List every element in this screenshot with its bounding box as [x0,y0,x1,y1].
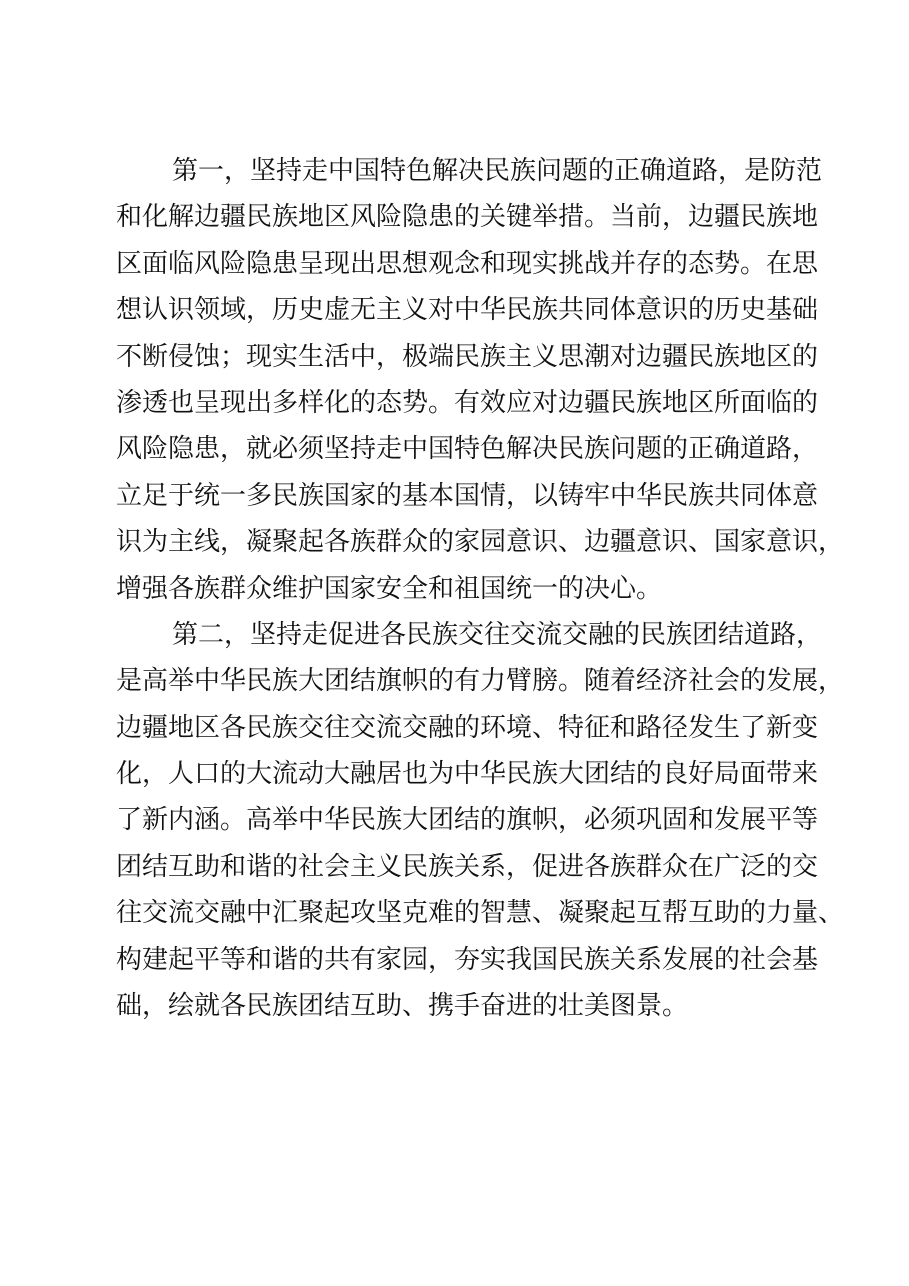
paragraph-line: 往交流交融中汇聚起攻坚克难的智慧、凝聚起互帮互助的力量、 [116,898,845,929]
paragraph-line: 第二，坚持走促进各民族交往交流交融的民族团结道路， [172,619,823,650]
paragraph-line: 立足于统一多民族国家的基本国情，以铸牢中华民族共同体意 [116,480,819,511]
paragraph-line: 构建起平等和谐的共有家园，夯实我国民族关系发展的社会基 [116,944,819,975]
paragraph-line: 和化解边疆民族地区风险隐患的关键举措。当前，边疆民族地 [116,202,819,233]
article-body [116,148,845,1029]
paragraph-line: 渗透也呈现出多样化的态势。有效应对边疆民族地区所面临的 [116,387,819,418]
paragraph-1 [116,148,845,612]
paragraph-line: 团结互助和谐的社会主义民族关系，促进各族群众在广泛的交 [116,851,819,882]
paragraph-line: 础，绘就各民族团结互助、携手奋进的壮美图景。 [116,991,689,1022]
paragraph-line: 区面临风险隐患呈现出思想观念和现实挑战并存的态势。在思 [116,248,819,279]
paragraph-line: 化，人口的大流动大融居也为中华民族大团结的良好局面带来 [116,759,819,790]
paragraph-line: 识为主线，凝聚起各族群众的家园意识、边疆意识、国家意识， [116,527,845,558]
paragraph-2 [116,612,845,1030]
paragraph-line: 不断侵蚀；现实生活中，极端民族主义思潮对边疆民族地区的 [116,341,819,372]
paragraph-line: 风险隐患，就必须坚持走中国特色解决民族问题的正确道路， [116,434,819,465]
paragraph-line: 想认识领域，历史虚无主义对中华民族共同体意识的历史基础 [116,295,819,326]
paragraph-line: 边疆地区各民族交往交流交融的环境、特征和路径发生了新变 [116,712,819,743]
paragraph-line: 增强各族群众维护国家安全和祖国统一的决心。 [116,573,663,604]
paragraph-line: 了新内涵。高举中华民族大团结的旗帜，必须巩固和发展平等 [116,805,819,836]
paragraph-line: 是高举中华民族大团结旗帜的有力臂膀。随着经济社会的发展， [116,666,845,697]
paragraph-line: 第一，坚持走中国特色解决民族问题的正确道路，是防范 [172,156,823,186]
